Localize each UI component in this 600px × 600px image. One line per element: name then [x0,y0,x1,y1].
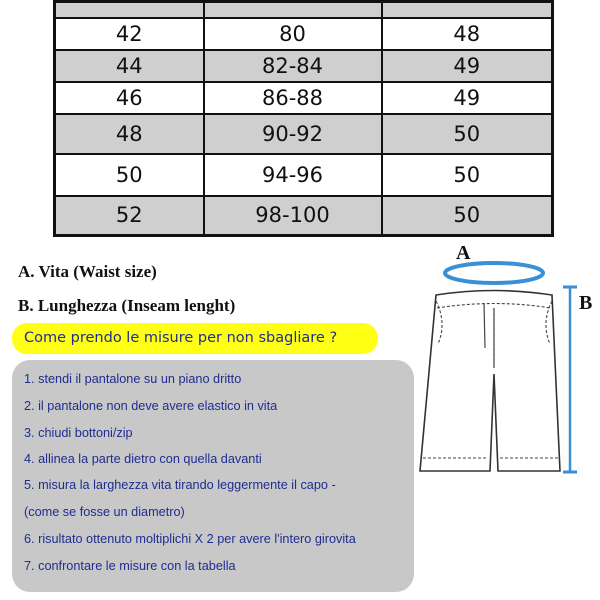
cell-size: 42 [55,18,204,50]
cell-inseam: 50 [382,154,553,196]
table-row [55,18,553,50]
step-item: 5. misura la larghezza vita tirando leggermente il capo - [24,478,336,492]
cell-size: 46 [55,82,204,114]
waist-measure-ring [445,263,543,283]
label-a: A [456,242,471,264]
step-item: 2. il pantalone non deve avere elastico in vita [24,399,278,413]
step-item: 3. chiudi bottoni/zip [24,426,133,440]
steps-panel [12,360,414,592]
cell-inseam [382,2,553,18]
shorts-diagram [410,238,600,488]
size-table [53,0,554,237]
cell-waist: 98-100 [204,196,382,236]
cell-waist: 90-92 [204,114,382,154]
cell-waist: 82-84 [204,50,382,82]
cell-waist: 80 [204,18,382,50]
cell-waist [204,2,382,18]
cell-inseam: 48 [382,18,553,50]
cell-inseam: 49 [382,50,553,82]
cell-size: 44 [55,50,204,82]
step-item: 7. confrontare le misure con la tabella [24,559,236,573]
cell-inseam: 50 [382,114,553,154]
table-row [55,50,553,82]
cell-size: 50 [55,154,204,196]
label-waist: A. Vita (Waist size) [18,262,157,281]
step-item: 6. risultato ottenuto moltiplichi X 2 per avere l'intero girovita [24,532,356,546]
table-row [55,82,553,114]
cell-size: 48 [55,114,204,154]
table-row [55,2,553,18]
table-row [55,196,553,236]
cell-waist: 86-88 [204,82,382,114]
step-item: 1. stendi il pantalone su un piano dritto [24,372,242,386]
step-item: (come se fosse un diametro) [24,505,185,519]
cell-size: 52 [55,196,204,236]
table-row [55,154,553,196]
cell-size [55,2,204,18]
step-item: 4. allinea la parte dietro con quella davanti [24,452,262,466]
cell-inseam: 49 [382,82,553,114]
cell-waist: 94-96 [204,154,382,196]
label-b: B [579,292,593,314]
table-row [55,114,553,154]
cell-inseam: 50 [382,196,553,236]
label-inseam: B. Lunghezza (Inseam lenght) [18,296,236,315]
instructions-banner: Come prendo le misure per non sbagliare ? [12,323,378,354]
